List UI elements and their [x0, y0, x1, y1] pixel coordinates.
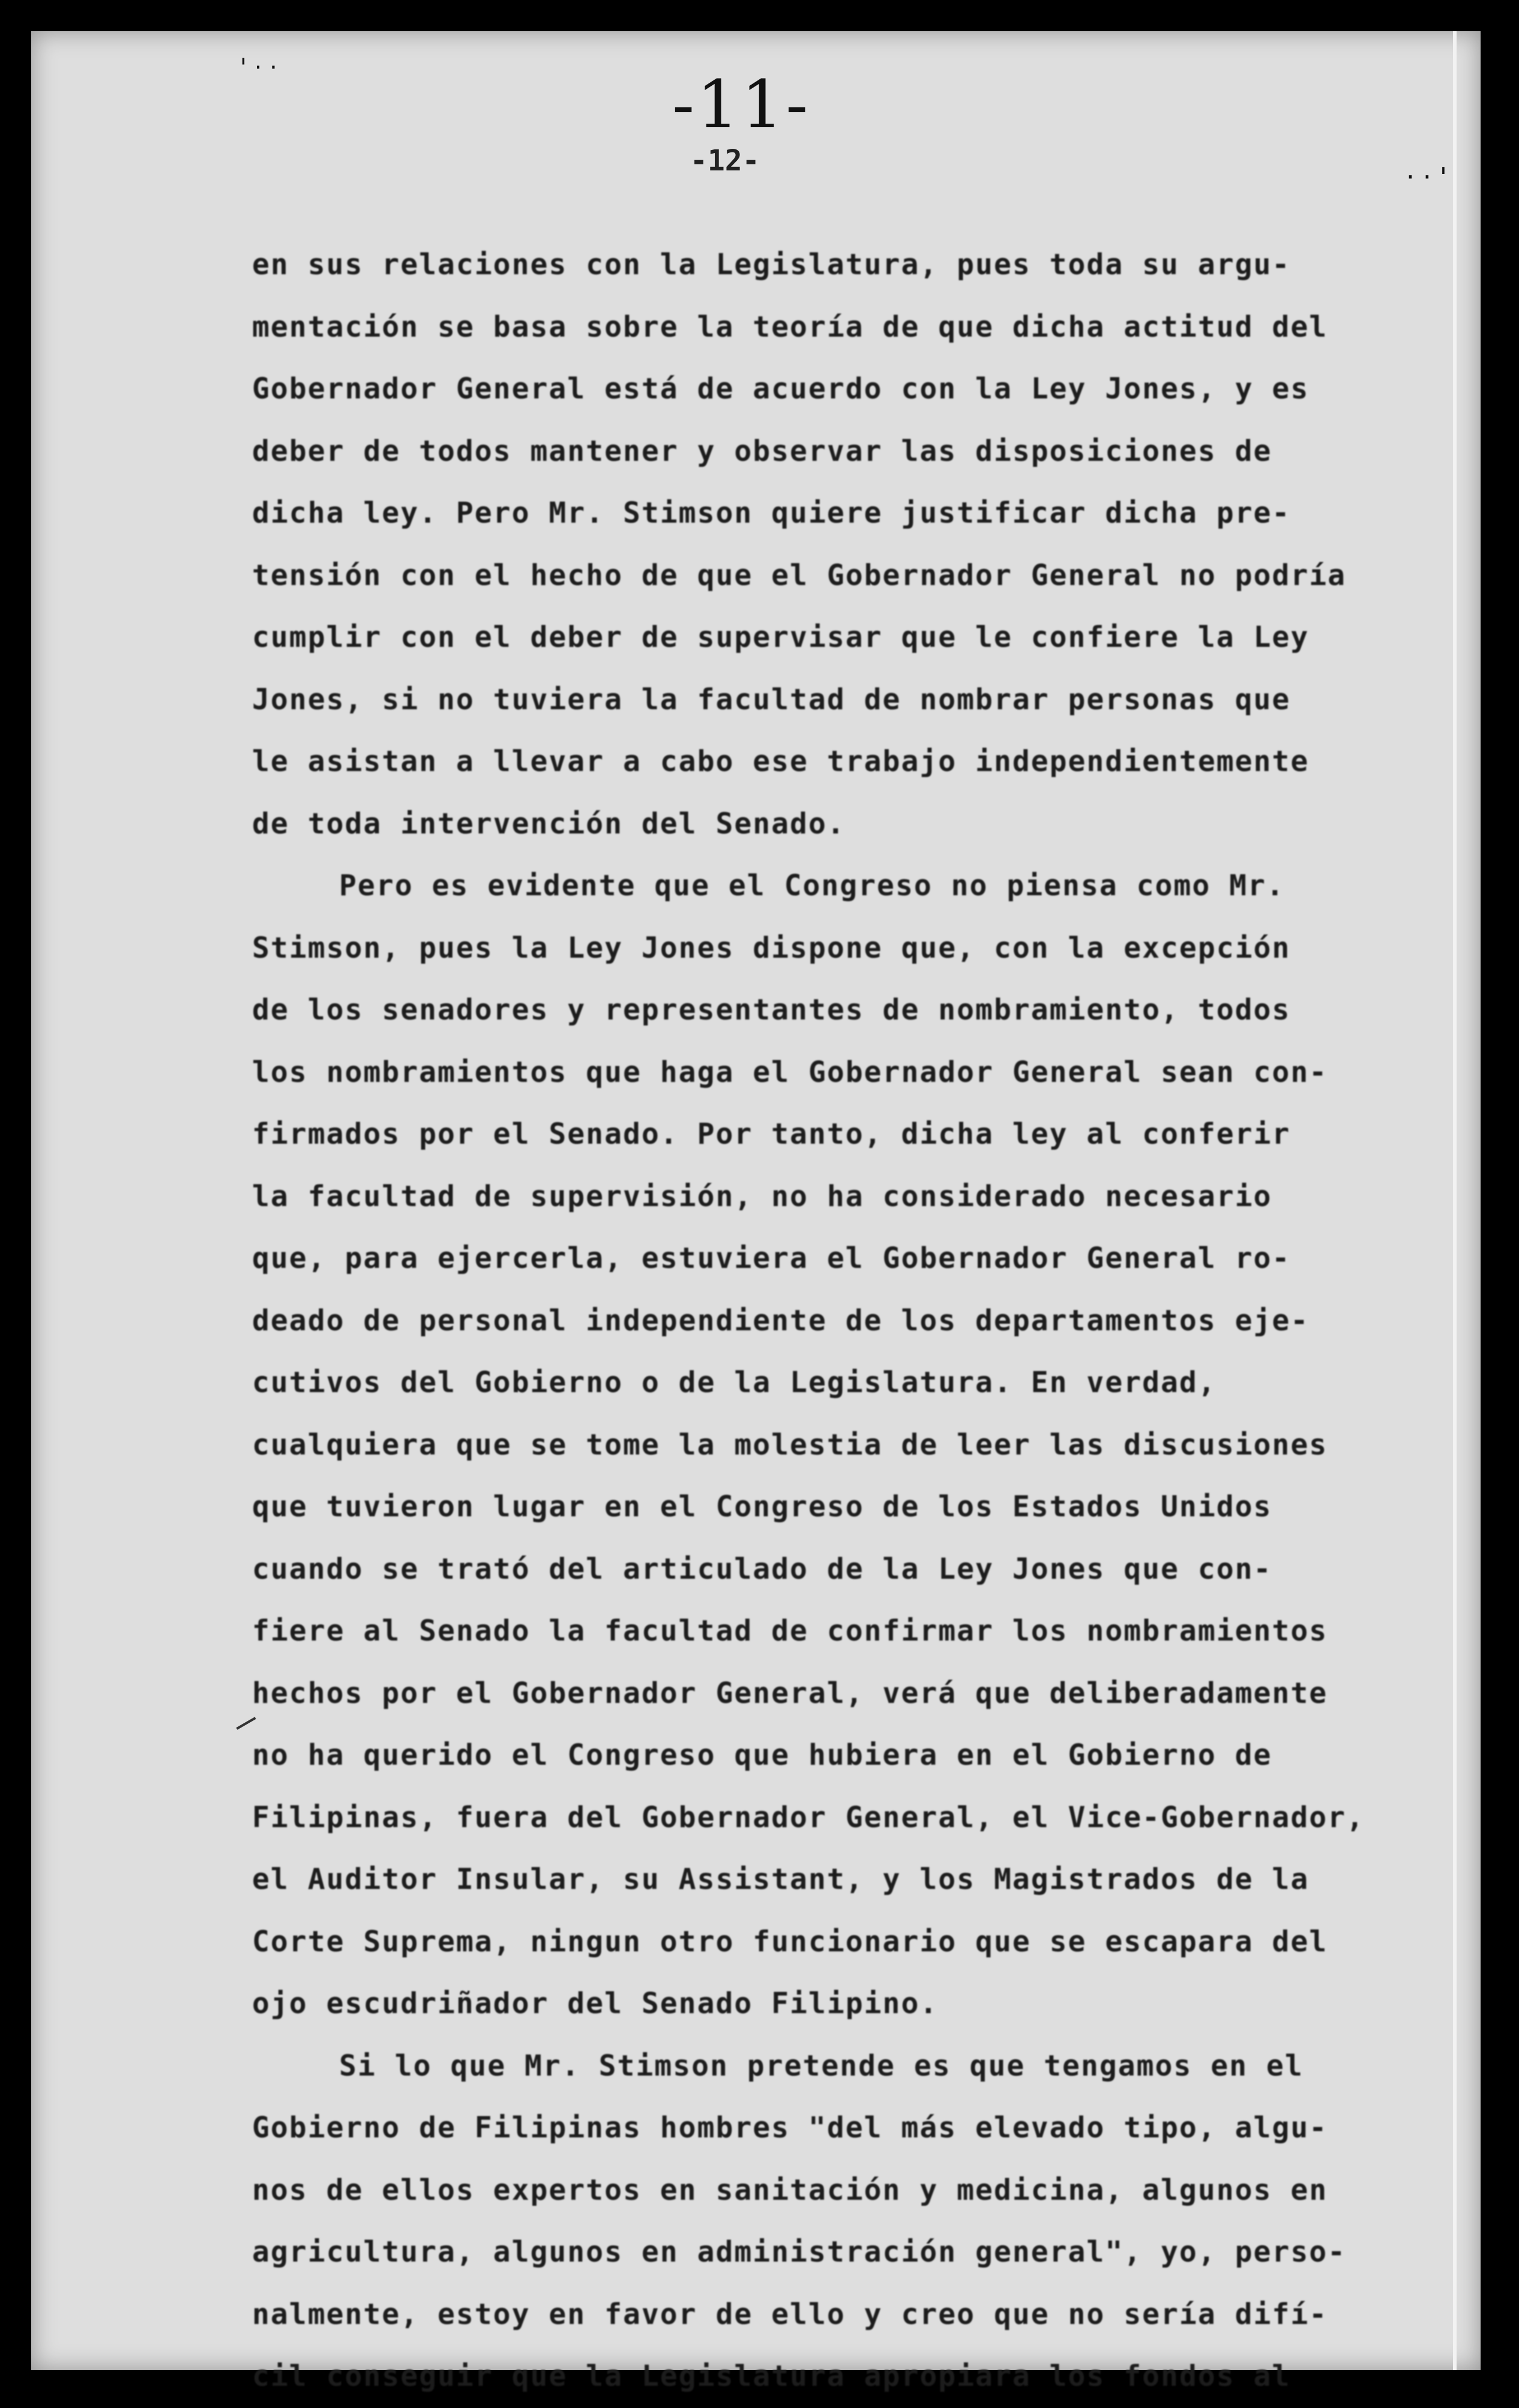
- text-line: mentación se basa sobre la teoría de que dicha actitud del: [252, 310, 1328, 344]
- text-line: dicha ley. Pero Mr. Stimson quiere justificar dicha pre-: [252, 496, 1291, 530]
- text-line: agricultura, algunos en administración general", yo, perso-: [252, 2235, 1347, 2269]
- page-edge: [1453, 31, 1457, 2370]
- text-line: Gobierno de Filipinas hombres "del más elevado tipo, algu-: [252, 2111, 1328, 2145]
- text-line: el Auditor Insular, su Assistant, y los Magistrados de la: [252, 1863, 1310, 1896]
- text-line: de toda intervención del Senado.: [252, 806, 846, 841]
- text-line: fiere al Senado la facultad de confirmar los nombramientos: [252, 1614, 1328, 1648]
- text-line: que, para ejercerla, estuviera el Gobernador General ro-: [252, 1242, 1291, 1275]
- text-line: Gobernador General está de acuerdo con la Ley Jones, y es: [252, 372, 1310, 406]
- typewritten-body: [252, 234, 1380, 2408]
- text-line: deado de personal independiente de los departamentos eje-: [252, 1303, 1310, 1338]
- text-line: de los senadores y representantes de nombramiento, todos: [252, 993, 1291, 1027]
- text-line: Corte Suprema, ningun otro funcionario que se escapara del: [252, 1924, 1328, 1959]
- text-line: cuando se trató del articulado de la Ley Jones que con-: [252, 1552, 1272, 1586]
- text-line: deber de todos mantener y observar las disposiciones de: [252, 434, 1272, 468]
- text-line: Filipinas, fuera del Gobernador General, el Vice-Gobernador,: [252, 1800, 1365, 1834]
- top-left-marks: ' · ·: [240, 54, 277, 82]
- top-right-marks: · · ': [1406, 162, 1447, 193]
- handwritten-page-number: -11-: [672, 66, 811, 143]
- text-line: que tuvieron lugar en el Congreso de los Estados Unidos: [252, 1490, 1272, 1524]
- text-line: ojo escudriñador del Senado Filipino.: [252, 1987, 939, 2020]
- typed-page-number: -12-: [690, 144, 760, 178]
- text-line: hechos por el Gobernador General, verá que deliberadamente: [252, 1676, 1328, 1710]
- text-line: la facultad de supervisión, no ha considerado necesario: [252, 1179, 1272, 1213]
- text-line: cil conseguir que la Legislatura apropiara los fondos al: [252, 2359, 1291, 2393]
- text-line: Jones, si no tuviera la facultad de nombrar personas que: [252, 682, 1291, 716]
- text-line: tensión con el hecho de que el Gobernador General no podría: [252, 558, 1347, 592]
- text-line: en sus relaciones con la Legislatura, pues toda su argu-: [252, 248, 1291, 281]
- text-line: le asistan a llevar a cabo ese trabajo independientemente: [252, 745, 1310, 778]
- text-line: nos de ellos expertos en sanitación y medicina, algunos en: [252, 2173, 1328, 2207]
- text-line: cutivos del Gobierno o de la Legislatura. En verdad,: [252, 1366, 1217, 1399]
- text-line: los nombramientos que haga el Gobernador General sean con-: [252, 1055, 1328, 1089]
- paragraph-start-line: Si lo que Mr. Stimson pretende es que tengamos en el: [339, 2049, 1304, 2083]
- text-line: cumplir con el deber de supervisar que le confiere la Ley: [252, 620, 1310, 654]
- text-line: no ha querido el Congreso que hubiera en el Gobierno de: [252, 1738, 1272, 1772]
- text-line: Stimson, pues la Ley Jones dispone que, con la excepción: [252, 931, 1291, 965]
- text-line: nalmente, estoy en favor de ello y creo que no sería difí-: [252, 2297, 1328, 2331]
- text-line: cualquiera que se tome la molestia de leer las discusiones: [252, 1428, 1328, 1462]
- text-line: firmados por el Senado. Por tanto, dicha ley al conferir: [252, 1117, 1291, 1151]
- paragraph-start-line: Pero es evidente que el Congreso no piensa como Mr.: [339, 869, 1285, 902]
